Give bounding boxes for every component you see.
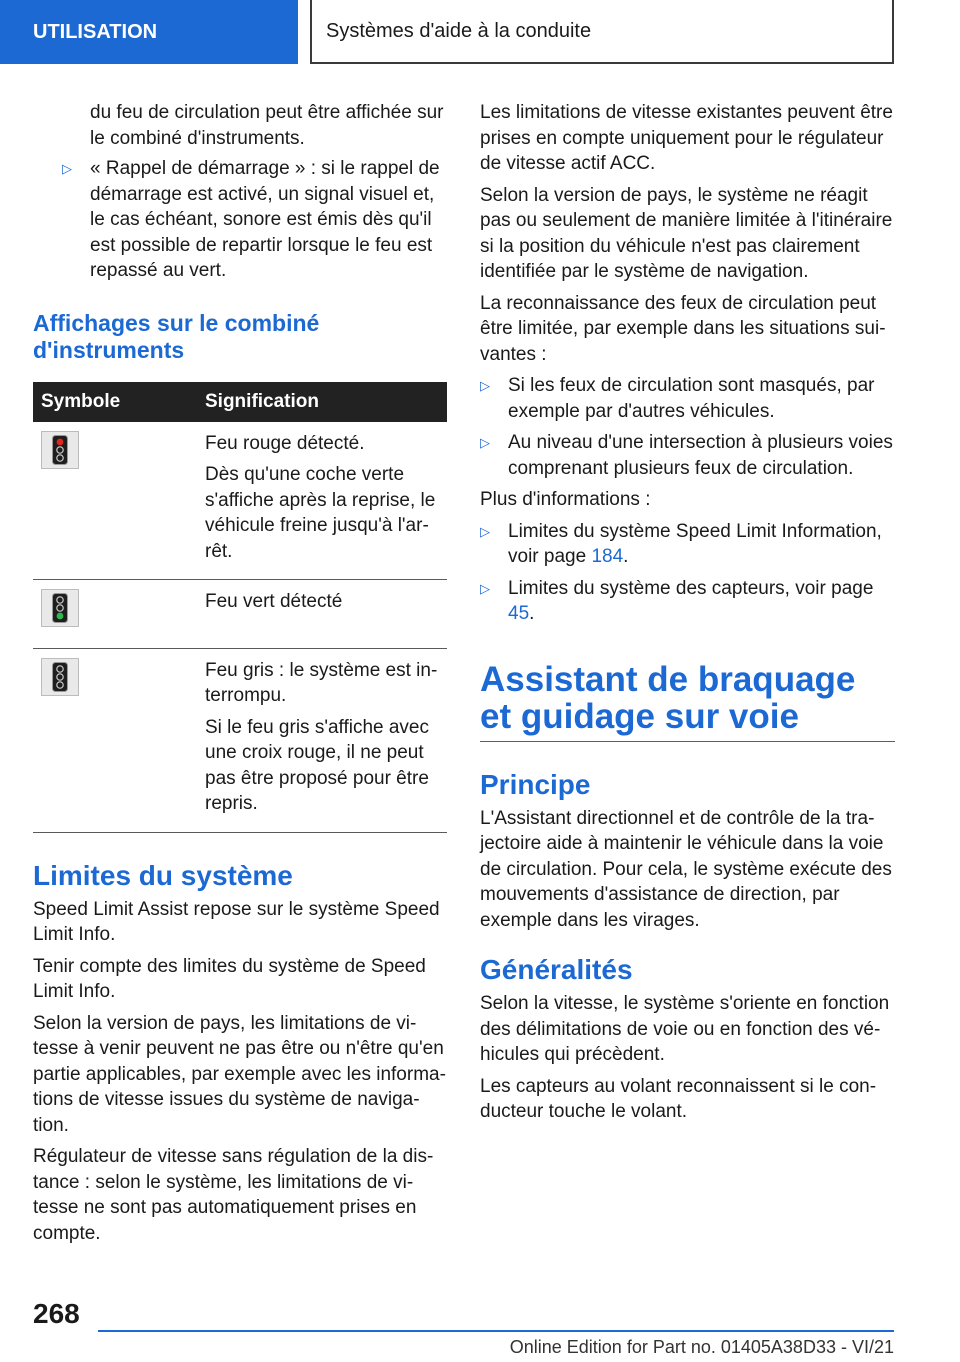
bullet-text: Au niveau d'une intersection à plusieurs voies comprenant plusieurs feux de circulation. <box>508 432 893 479</box>
heading-displays: Affichages sur le combiné d'instruments <box>33 309 320 363</box>
meaning-text: Feu gris : le système est interrompu. <box>205 659 438 706</box>
bullet-text: Si les feux de circulation sont masqués, par exemple par d'autres véhicules. <box>508 375 875 422</box>
symbol-table <box>33 382 447 833</box>
traffic-light-green-icon <box>41 589 79 627</box>
bullet-triangle-icon: ▷ <box>480 523 490 539</box>
bullet-triangle-icon: ▷ <box>480 378 490 393</box>
table-header-meaning: Signification <box>197 382 447 422</box>
symbol-cell <box>33 648 197 832</box>
bullet-triangle-icon: ▷ <box>480 580 490 596</box>
meaning-text: Feu vert détecté <box>205 591 343 612</box>
header-section-tab: UTILISATION <box>0 0 298 64</box>
footer-edition: Online Edition for Part no. 01405A38D33 - VI/21 <box>509 1337 894 1357</box>
meaning-text: Si le feu gris s'affiche avec une croix rouge, il ne peut pas être proposé pour être repris. <box>205 716 430 814</box>
meaning-cell <box>197 580 447 649</box>
list-item: ▷ Limites du système Speed Limit Information, voir page 184. <box>480 520 882 567</box>
traffic-light-gray-icon <box>41 658 79 696</box>
spacer <box>205 621 439 639</box>
page-link-184[interactable]: 184 <box>591 546 624 567</box>
paragraph: Plus d'informations : <box>480 489 651 510</box>
heading-general: Généralités <box>480 954 633 985</box>
traffic-light-red-icon <box>41 431 79 469</box>
bullet-text: Limites du système Speed Limit Information, voir page <box>508 520 882 567</box>
heading-assistant: Assistant de braquage et guidage sur voie <box>480 661 895 742</box>
meaning-cell <box>197 648 447 832</box>
meaning-text: Feu rouge détecté. <box>205 432 365 454</box>
left-column <box>33 100 447 1252</box>
paragraph: Les capteurs au volant reconnaissent si le conducteur touche le volant. <box>480 1075 877 1122</box>
paragraph: Selon la version de pays, le système ne réagit pas ou seulement de manière limitée à l'itinéraire si la position du véhicule n'est pas clairement identifiée par le système de navigation. <box>480 184 893 282</box>
heading-principle: Principe <box>480 768 591 800</box>
list-item <box>33 156 447 284</box>
paragraph: Speed Limit Assist repose sur le système Speed Limit Info. <box>33 898 440 945</box>
table-header-symbol: Symbole <box>33 382 197 422</box>
meaning-text: Dès qu'une coche verte s'affiche après la reprise, le véhicule freine jusqu'à l'arrêt. <box>205 464 436 562</box>
paragraph: L'Assistant directionnel et de contrôle de la trajectoire aide à maintenir le véhicule dans la voie de circulation. Pour cela, le système exécute des mouvements d'assistance de direction, par exemple dans les virages. <box>480 807 892 931</box>
paragraph: Les limitations de vitesse existantes peuvent être prises en compte uniquement pour le régulateur de vitesse actif ACC. <box>480 102 893 174</box>
paragraph: Tenir compte des limites du système de Speed Limit Info. <box>33 955 426 1002</box>
footer-divider <box>98 1330 894 1332</box>
bullet-triangle-icon: ▷ <box>62 161 72 176</box>
symbol-cell <box>33 422 197 580</box>
bullet-triangle-icon: ▷ <box>480 435 490 450</box>
paragraph: Régulateur de vitesse sans régulation de la distance : selon le système, les limitations de vitesse ne sont pas automatiquement prises en compte. <box>33 1146 434 1244</box>
intro-text: du feu de circulation peut être affichée sur le combiné d'instruments. <box>90 102 444 149</box>
list-item <box>480 430 895 481</box>
table-row <box>33 580 447 649</box>
paragraph: Selon la version de pays, les limitations de vitesse à venir peuvent ne pas être ou n'être qu'en partie applicables, par exemple avec les informations de vitesse issues du système de navigation. <box>33 1012 446 1136</box>
right-column <box>480 100 895 1131</box>
paragraph: La reconnaissance des feux de circulation peut être limitée, par exemple dans les situations suivantes : <box>480 292 886 365</box>
header-chapter-title: Systèmes d'aide à la conduite <box>310 0 894 64</box>
symbol-cell <box>33 580 197 649</box>
heading-limits: Limites du système <box>33 859 293 891</box>
page-link-45[interactable]: 45 <box>508 603 530 624</box>
meaning-cell <box>197 422 447 580</box>
table-row <box>33 648 447 832</box>
list-item <box>480 373 895 424</box>
paragraph: Selon la vitesse, le système s'oriente en fonction des délimitations de voie ou en fonction des véhicules qui précèdent. <box>480 993 890 1065</box>
list-item: ▷ Limites du système des capteurs, voir page 45. <box>480 577 874 624</box>
page-number: 268 <box>33 1298 80 1329</box>
table-row <box>33 422 447 580</box>
bullet-text: Limites du système des capteurs, voir page <box>508 577 874 599</box>
bullet-text: « Rappel de démarrage » : si le rappel de démarrage est activé, un signal visuel et, le cas échéant, sonore est émis dès qu'il est possible de repartir lorsque le feu est repassé au vert. <box>90 158 440 281</box>
